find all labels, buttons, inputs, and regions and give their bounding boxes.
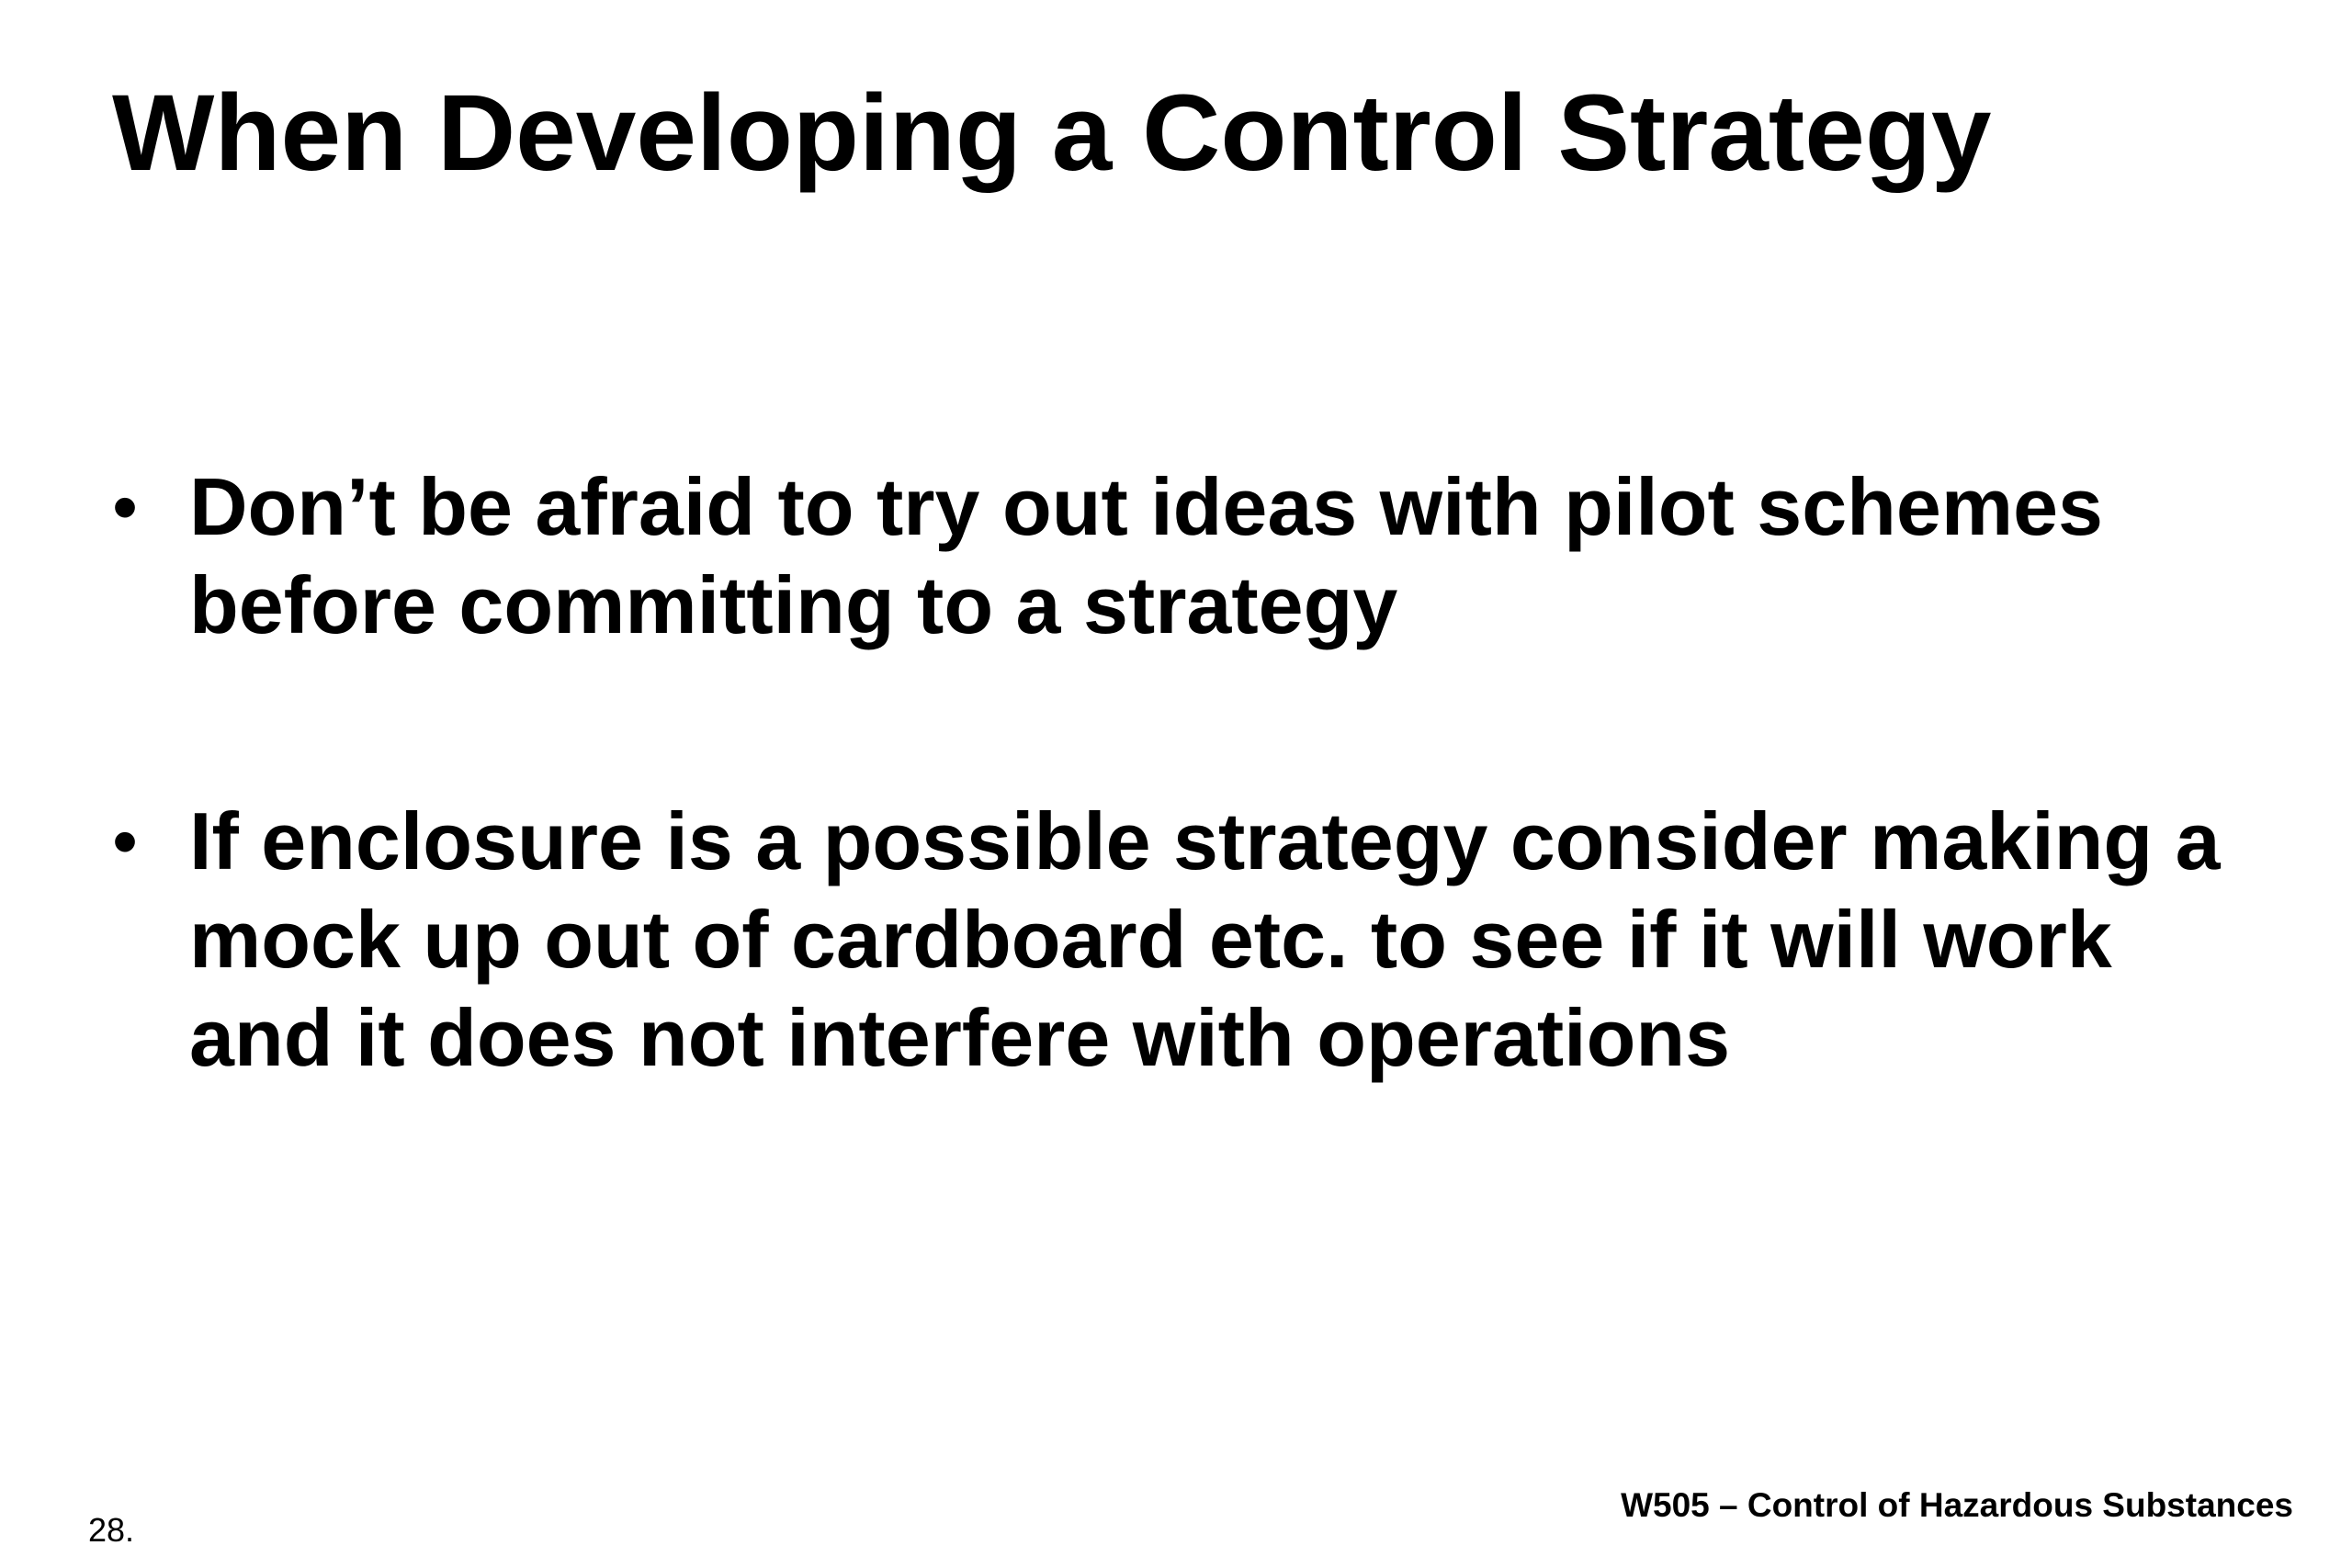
bullet-text-line: If enclosure is a possible strategy consider making a <box>189 795 2221 886</box>
bullet-text-line: before committing to a strategy <box>189 559 1398 650</box>
slide-number: 28. <box>88 1511 135 1549</box>
bullet-list <box>112 457 2262 1087</box>
footer-course-title: W505 – Control of Hazardous Substances <box>1621 1486 2293 1524</box>
bullet-icon: • <box>112 800 139 882</box>
slide-title: When Developing a Control Strategy <box>112 73 1992 194</box>
bullet-item-enclosure-mockup <box>112 792 2262 1087</box>
bullet-text-line: and it does not interfere with operations <box>189 992 1731 1083</box>
bullet-text-line: mock up out of cardboard etc. to see if it will work <box>189 894 2112 985</box>
bullet-icon: • <box>112 466 139 547</box>
bullet-item-pilot-schemes <box>112 457 2262 654</box>
bullet-text-line: Don’t be afraid to try out ideas with pilot schemes <box>189 461 2103 552</box>
